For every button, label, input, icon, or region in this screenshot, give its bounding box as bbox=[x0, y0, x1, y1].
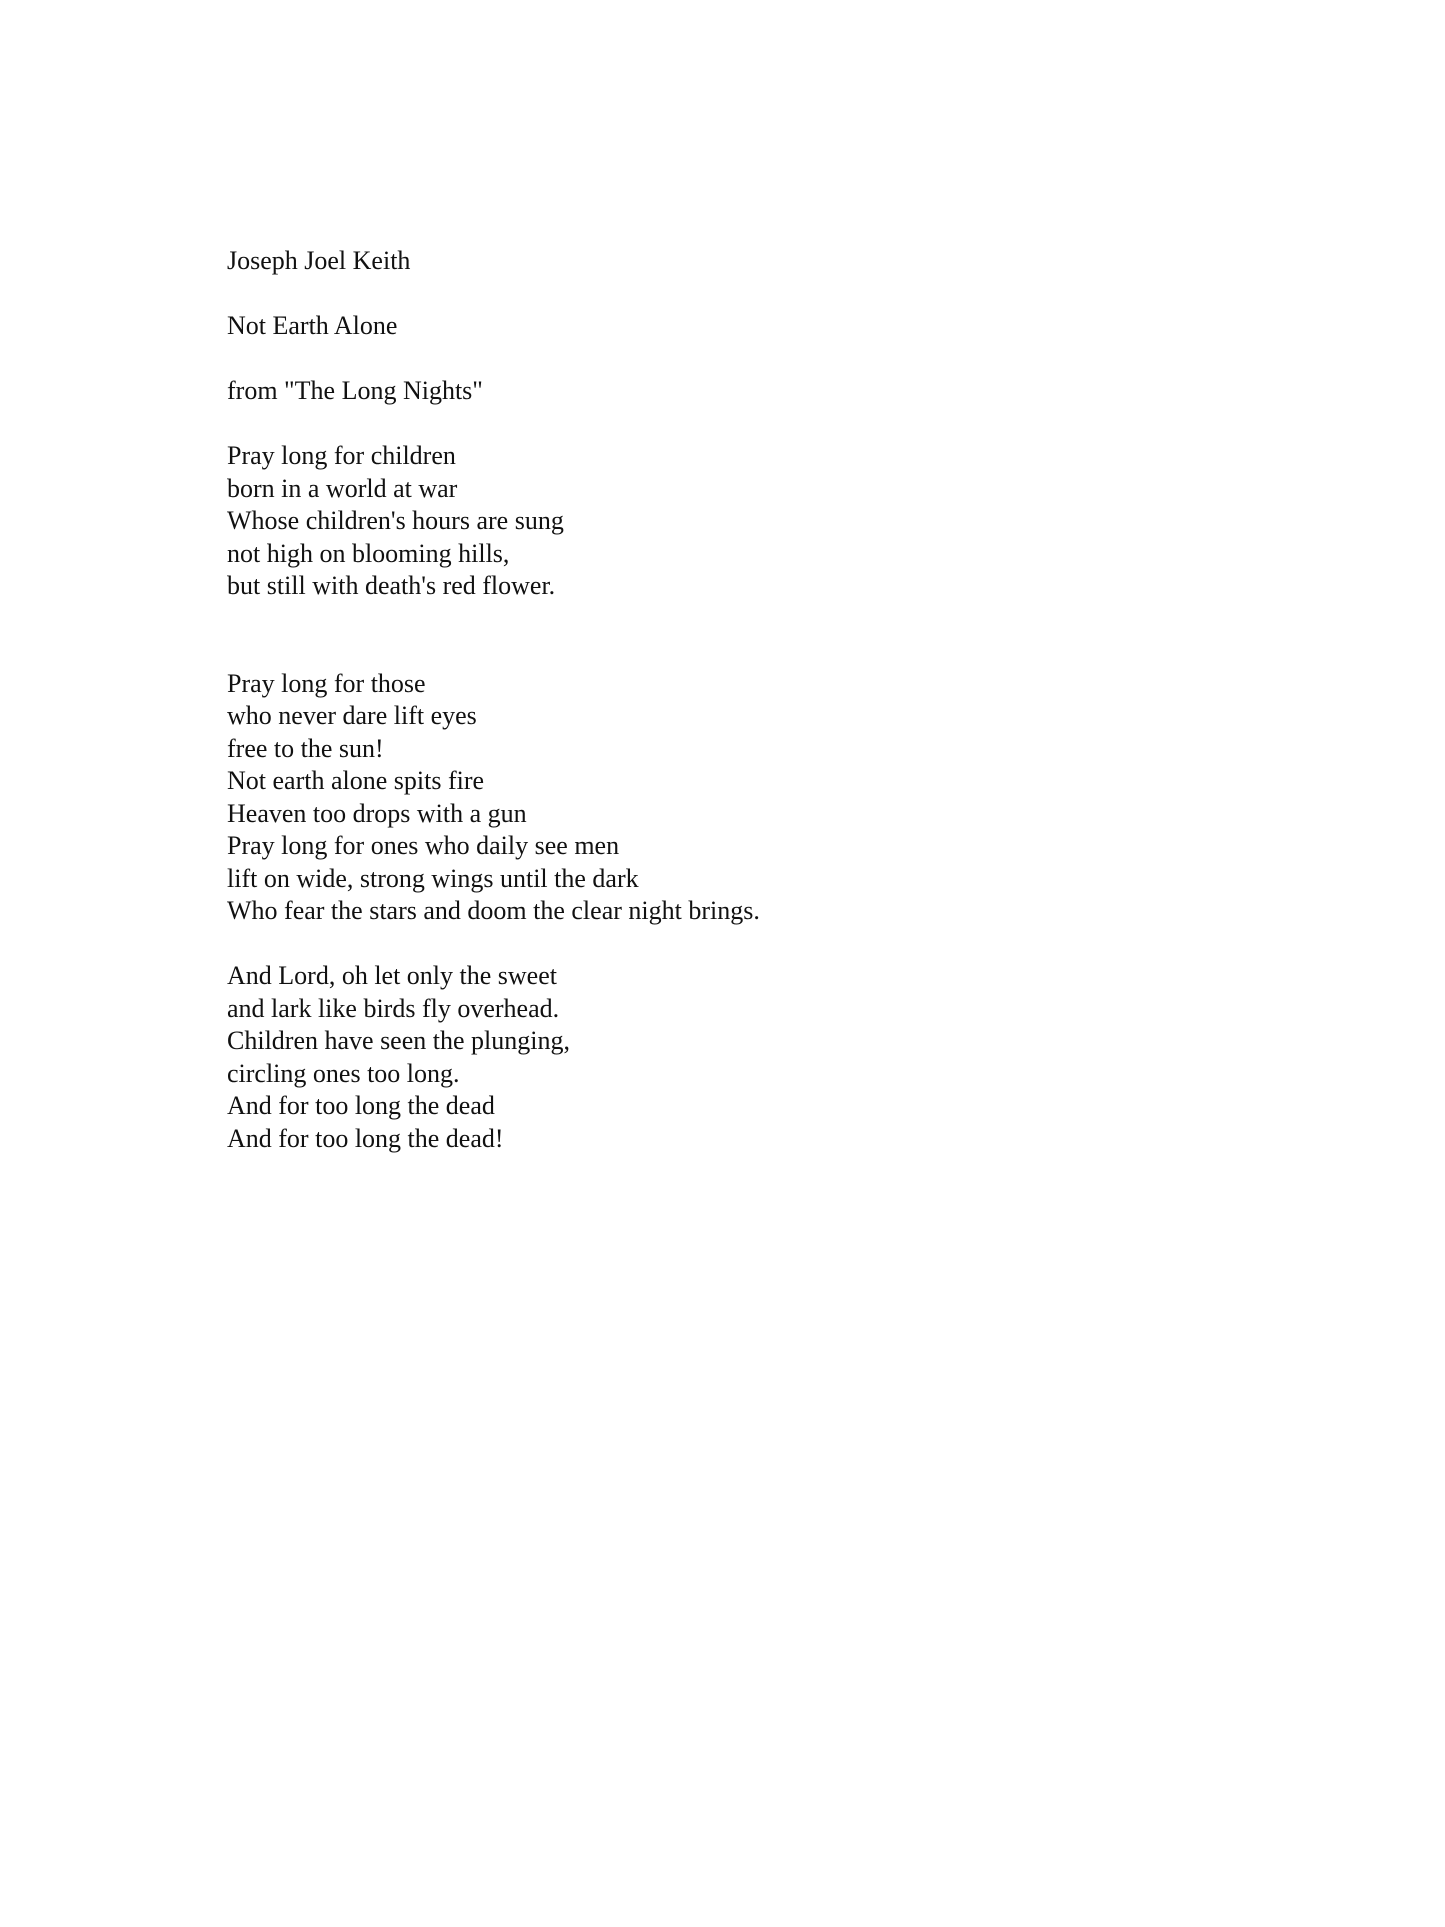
spacer bbox=[227, 603, 1227, 668]
poem-line: and lark like birds fly overhead. bbox=[227, 993, 560, 1023]
poem-line: born in a world at war bbox=[227, 473, 458, 503]
poem-line: but still with death's red flower. bbox=[227, 571, 556, 600]
poem-line: And for too long the dead! bbox=[227, 1123, 504, 1153]
stanza-3 bbox=[227, 960, 1227, 1155]
author-name: Joseph Joel Keith bbox=[227, 246, 411, 275]
poem-line: not high on blooming hills, bbox=[227, 538, 510, 568]
spacer bbox=[227, 278, 1227, 311]
poem-line: lift on wide, strong wings until the dark bbox=[227, 863, 639, 893]
poem-source: from "The Long Nights" bbox=[227, 376, 483, 405]
poem-line: Pray long for ones who daily see men bbox=[227, 831, 620, 860]
poem-line: And Lord, oh let only the sweet bbox=[227, 961, 557, 990]
poem-line: Whose children's hours are sung bbox=[227, 506, 564, 535]
poem-line: And for too long the dead bbox=[227, 1091, 495, 1120]
spacer bbox=[227, 408, 1227, 441]
poem-line: Pray long for those bbox=[227, 668, 426, 698]
poem-line: who never dare lift eyes bbox=[227, 701, 477, 730]
stanza-2 bbox=[227, 668, 1227, 928]
stanza-1 bbox=[227, 440, 1227, 603]
poem-line: free to the sun! bbox=[227, 733, 384, 763]
poem-line: Pray long for children bbox=[227, 441, 456, 470]
spacer bbox=[227, 928, 1227, 961]
poem-title: Not Earth Alone bbox=[227, 311, 398, 340]
poem-line: Children have seen the plunging, bbox=[227, 1026, 570, 1055]
poem-line: Heaven too drops with a gun bbox=[227, 798, 527, 828]
poem-line: Who fear the stars and doom the clear night brings. bbox=[227, 896, 760, 925]
poem-line: circling ones too long. bbox=[227, 1058, 460, 1088]
poem-line: Not earth alone spits fire bbox=[227, 766, 485, 795]
spacer bbox=[227, 343, 1227, 376]
poem-content bbox=[227, 245, 1227, 1155]
